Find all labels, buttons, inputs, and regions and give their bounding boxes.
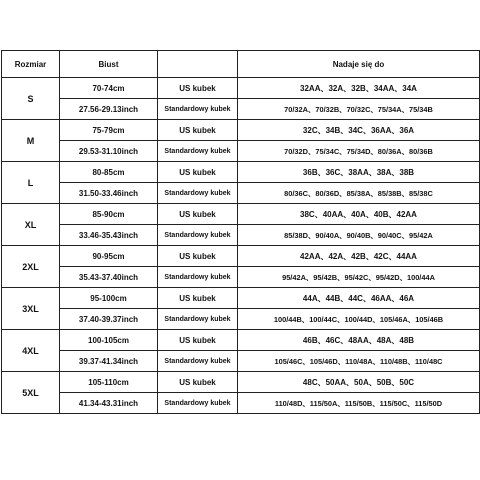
cup-type-standard: Standardowy kubek <box>158 309 238 330</box>
cup-type-standard: Standardowy kubek <box>158 225 238 246</box>
header-size: Rozmiar <box>2 51 60 78</box>
cup-type-us: US kubek <box>158 162 238 183</box>
cup-type-us: US kubek <box>158 372 238 393</box>
size-label: 5XL <box>2 372 60 414</box>
header-fits: Nadaje się do <box>238 51 480 78</box>
bust-inch: 37.40-39.37inch <box>60 309 158 330</box>
fits-us: 42AA、42A、42B、42C、44AA <box>238 246 480 267</box>
size-rows <box>2 78 480 414</box>
bust-cm: 100-105cm <box>60 330 158 351</box>
fits-us: 32AA、32A、32B、34AA、34A <box>238 78 480 99</box>
cup-type-us: US kubek <box>158 288 238 309</box>
bust-inch: 31.50-33.46inch <box>60 183 158 204</box>
fits-standard: 70/32A、70/32B、70/32C、75/34A、75/34B <box>238 99 480 120</box>
cup-type-us: US kubek <box>158 204 238 225</box>
cup-type-standard: Standardowy kubek <box>158 141 238 162</box>
table-row <box>2 162 480 183</box>
size-chart-table <box>1 50 480 414</box>
table-row <box>2 393 480 414</box>
bust-inch: 35.43-37.40inch <box>60 267 158 288</box>
fits-standard: 95/42A、95/42B、95/42C、95/42D、100/44A <box>238 267 480 288</box>
cup-type-us: US kubek <box>158 330 238 351</box>
bust-inch: 27.56-29.13inch <box>60 99 158 120</box>
bust-inch: 29.53-31.10inch <box>60 141 158 162</box>
cup-type-standard: Standardowy kubek <box>158 99 238 120</box>
fits-us: 48C、50AA、50A、50B、50C <box>238 372 480 393</box>
header-cup <box>158 51 238 78</box>
bust-inch: 41.34-43.31inch <box>60 393 158 414</box>
fits-us: 32C、34B、34C、36AA、36A <box>238 120 480 141</box>
fits-standard: 105/46C、105/46D、110/48A、110/48B、110/48C <box>238 351 480 372</box>
bust-cm: 75-79cm <box>60 120 158 141</box>
fits-us: 46B、46C、48AA、48A、48B <box>238 330 480 351</box>
fits-us: 38C、40AA、40A、40B、42AA <box>238 204 480 225</box>
table-row <box>2 330 480 351</box>
cup-type-us: US kubek <box>158 246 238 267</box>
table-row <box>2 183 480 204</box>
cup-type-us: US kubek <box>158 78 238 99</box>
table-row <box>2 246 480 267</box>
fits-standard: 85/38D、90/40A、90/40B、90/40C、95/42A <box>238 225 480 246</box>
size-label: 2XL <box>2 246 60 288</box>
fits-us: 44A、44B、44C、46AA、46A <box>238 288 480 309</box>
size-label: XL <box>2 204 60 246</box>
cup-type-standard: Standardowy kubek <box>158 393 238 414</box>
fits-us: 36B、36C、38AA、38A、38B <box>238 162 480 183</box>
bust-cm: 85-90cm <box>60 204 158 225</box>
bust-cm: 70-74cm <box>60 78 158 99</box>
table-row <box>2 99 480 120</box>
header-bust: Biust <box>60 51 158 78</box>
cup-type-us: US kubek <box>158 120 238 141</box>
table-row <box>2 309 480 330</box>
fits-standard: 110/48D、115/50A、115/50B、115/50C、115/50D <box>238 393 480 414</box>
bust-cm: 95-100cm <box>60 288 158 309</box>
fits-standard: 100/44B、100/44C、100/44D、105/46A、105/46B <box>238 309 480 330</box>
size-label: 3XL <box>2 288 60 330</box>
table-row <box>2 288 480 309</box>
table-row <box>2 204 480 225</box>
table-row <box>2 141 480 162</box>
table-row <box>2 351 480 372</box>
size-label: 4XL <box>2 330 60 372</box>
header-row <box>2 51 480 78</box>
size-label: L <box>2 162 60 204</box>
bust-cm: 105-110cm <box>60 372 158 393</box>
bust-cm: 80-85cm <box>60 162 158 183</box>
cup-type-standard: Standardowy kubek <box>158 267 238 288</box>
cup-type-standard: Standardowy kubek <box>158 183 238 204</box>
table-row <box>2 120 480 141</box>
size-label: S <box>2 78 60 120</box>
table-row <box>2 78 480 99</box>
fits-standard: 80/36C、80/36D、85/38A、85/38B、85/38C <box>238 183 480 204</box>
cup-type-standard: Standardowy kubek <box>158 351 238 372</box>
bust-cm: 90-95cm <box>60 246 158 267</box>
table-row <box>2 267 480 288</box>
table-row <box>2 225 480 246</box>
table-row <box>2 372 480 393</box>
bust-inch: 39.37-41.34inch <box>60 351 158 372</box>
fits-standard: 70/32D、75/34C、75/34D、80/36A、80/36B <box>238 141 480 162</box>
size-label: M <box>2 120 60 162</box>
bust-inch: 33.46-35.43inch <box>60 225 158 246</box>
